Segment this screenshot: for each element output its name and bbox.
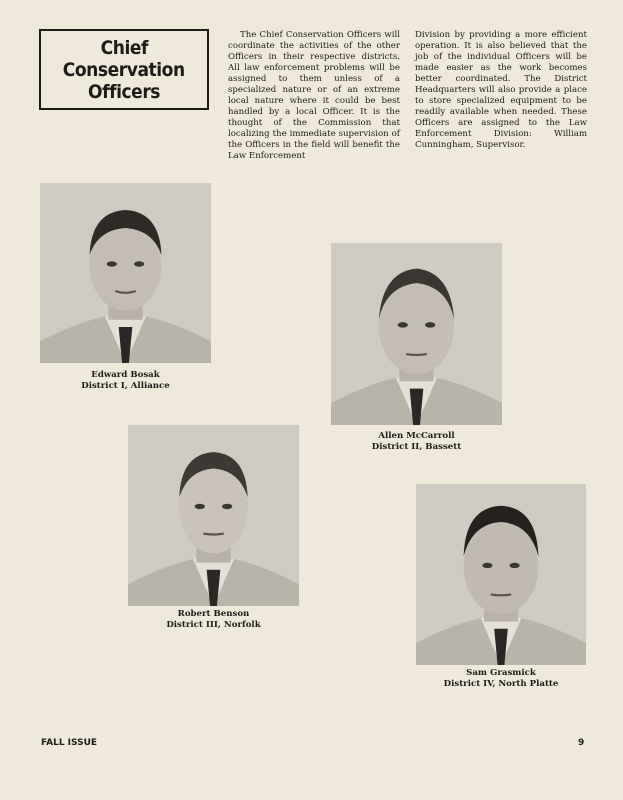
officer-caption-mccarroll: [331, 431, 502, 453]
footer-issue: FALL ISSUE: [41, 738, 98, 748]
officer-caption-bosak: [40, 370, 211, 392]
officer-name: Sam Grasmick: [466, 668, 536, 678]
officer-district: District IV, North Platte: [443, 679, 559, 689]
title-line-1: Chief: [100, 36, 148, 59]
officer-caption-benson: [128, 609, 299, 631]
article-title-box: [39, 29, 209, 110]
page-number: 9: [578, 738, 585, 748]
officer-district: District II, Bassett: [371, 442, 462, 452]
officer-photo-grasmick: [416, 484, 586, 665]
title-line-2: Conservation: [63, 58, 185, 81]
officer-district: District III, Norfolk: [166, 620, 261, 630]
officer-photo-mccarroll: [331, 243, 502, 425]
officer-photo-bosak: [40, 183, 211, 363]
article-column-1: The Chief Conservation Officers will coordinate the activities of the other Officers in their respective districts. All law enforcement problems will be assigned to them unless of a specialized nature or of an extreme local nature where it could be best handled by a local Officer. It is the thought of the Commission that localizing the immediate supervision of the Officers in the field will benefit the Law Enforcement: [228, 30, 400, 161]
officer-name: Allen McCarroll: [378, 431, 455, 441]
officer-name: Robert Benson: [177, 609, 250, 619]
officer-caption-grasmick: [416, 668, 586, 690]
officer-name: Edward Bosak: [91, 370, 160, 380]
article-column-2: Division by providing a more efficient operation. It is also believed that the job of the individual Officers will be made easier as the work becomes better coordinated. The District Headquarters will also provide a place to store specialized equipment to be readily available when needed. These Officers are assigned to the Law Enforcement Division: William Cunningham, Supervisor.: [415, 30, 587, 150]
officer-district: District I, Alliance: [81, 381, 170, 391]
title-line-3: Officers: [87, 80, 161, 103]
officer-photo-benson: [128, 425, 299, 606]
